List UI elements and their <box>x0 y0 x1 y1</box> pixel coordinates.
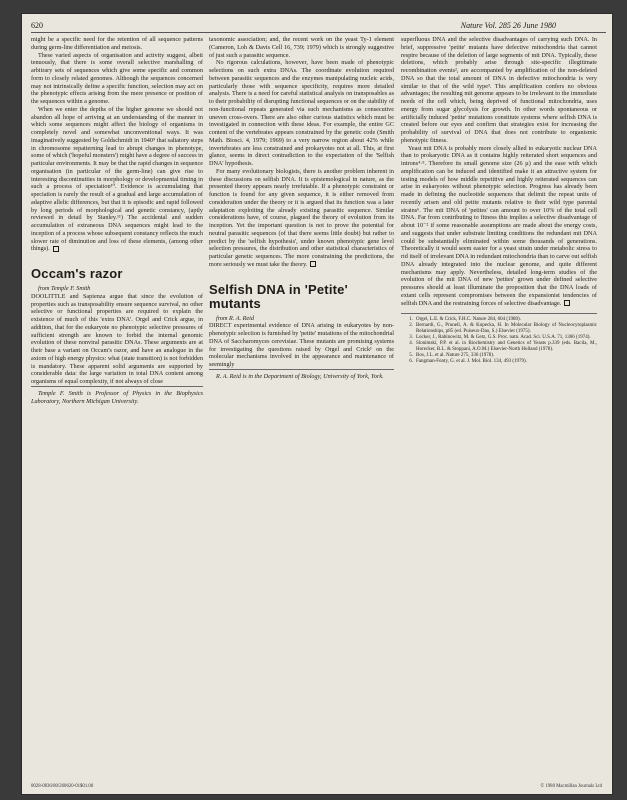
paragraph: No rigorous calculations, however, have been made of phenotypic selections on such extra DNAs. The coordinate evolution required between parasitic sequences and the enzymes manipulating nucleic acids, particularly those with sequence specificity, requires more detailed analysis. There is a need for careful statistical analysis on transposables as to their probability of disrupting functional sequences or on the stability of non-functional repeats generated via such mechanisms as consecutive uneven cross-overs. There are also other curious statistics which must be investigated in connection with these ideas. For example, the entire GC content of the vertebrates appears constrained by the genetic code (Smith Math. Biosci. 4, 1979; 1969) to a very narrow region about 42% while invertebrates are less constrained and prokaryotes not at all. This, at first glance, seems in direct contradiction to the expectation of the 'Selfish DNA' hypothesis. <box>209 59 394 167</box>
paragraph: DOOLITTLE and Sapienza argue that since the evolution of properties such as transposability ensure sequence survival, no other selective or functional properties are required to explain the existence of much of this 'extra DNA'. Orgel and Crick argue, in addition, that for the eukaryote no phenotypic selective pressures of sufficient strength are known to forbid the internal genomic evolution of these nonviral parasitic DNAs. These arguments are at their base a variant on Occam's razor, and have an analogue in the axiom of high energy physics: what (state transition) is not forbidden is mandatory. These apparent solid arguments are supported by considerable data: the large variation in total DNA content among organisms of equal complexity, if not always of close <box>31 292 203 385</box>
paragraph: superfluous DNA and the selective disadvantages of carrying such DNA. In brief, suppressive 'petite' mutants have defective mitochondria that cannot respire because of the deletion of large segments of mit DNA. Typically, these deletions, which probably arise through site-specific illegitimate recombination events², are accompanied by amplification of the non-deleted DNA so that the total amount of DNA in defective mitochondria is very similar to that of the wild type³. This amplification confers no obvious advantages; the resulting mit genome appears to be irrelevant to the immediate needs of the cell which, being deprived of functional mitochondria, uses energy from sugar glycolysis for growth. In other words spontaneous or artificially induced 'petite' mutations constitute systems where selfish DNA is created before our eyes and confirm that strategies exist for increasing the probability of survival of DNA that does not contribute to organismic phenotypic fitness. <box>401 36 597 144</box>
author-byline: from R. A. Reid <box>216 314 254 322</box>
end-mark-icon <box>310 261 316 267</box>
page-header <box>22 14 612 32</box>
journal-citation: Nature Vol. 285 26 June 1980 <box>460 21 556 30</box>
copyright: © 1980 Macmillan Journals Ltd <box>540 784 602 789</box>
reference-item: 3. Locker, J., Rabinowitz, M. & Getz, G.S. Proc. natn. Acad. Sci. U.S.A. 71, 1366 (1974). <box>409 335 591 341</box>
reference-list <box>401 313 597 365</box>
author-byline: from Temple F. Smith <box>38 285 91 292</box>
page-number: 620 <box>31 21 43 30</box>
paragraph: When we enter the depths of the higher genome we should not abandon all hope of arriving at an understanding of the manner in which some sequences might affect the biology of organisms in completely novel and somewhat unconventional ways. It was imaginatively suggested by Goldschmidt in 1940⁹ that saltatory steps in chromosome repatterning lead to abrupt changes in phenotype, some of which ('hopeful monsters') might have a degree of success in particular environments. It may be that the rapid changes in sequence organisation (in particular of the germ-line) can give rise to interesting discontinuities in morphology or developmental timing in such a process of speciation¹⁰. Evidence is accumulating that speciation is rarely the result of a gradual and large accumulation of adaptive allelic differences, but that it is episodic and rapid followed by long periods of morphological and genetic constancy, (aptly reviewed in detail by Stanley.¹¹) The accidental and sudden accumulation of extraneous DNA sequences might lead to the inception of a process whose subsequent constancy reflects the much slower rate of diminution and loss of these elements, (among other things). <box>31 105 203 253</box>
header-rule <box>31 32 606 33</box>
column-3 <box>401 36 597 774</box>
reference-item: 5. Bos, J.L. et al. Nature 275, 336 (1978). <box>409 353 495 359</box>
reference-item: 1. Orgel, L.E. & Crick, F.H.C. Nature 284, 604 (1980). <box>409 317 521 323</box>
journal-page <box>22 14 612 794</box>
end-mark-icon <box>53 246 59 252</box>
article-heading-occams-razor: Occam's razor <box>31 266 123 281</box>
paragraph: Yeast mit DNA is probably more closely allied to eukaryotic nuclear DNA than to prokaryotic DNA as it contains highly reiterated short sequences and introns⁴·⁵. Therefore its small genome size (26 µ) and the ease with which amplification can be induced and identified make it an attractive system for testing models of how middle repetitive and highly reiterated sequences can arise in eukaryotes without phenotypic selection. Progress has already been made in defining the nucleotide sequences that delimit the repeat units of recently arisen and old petite mutants relative to their wild type parental strains⁶. The mit DNA of 'petites' can amount to over 10% of the total cell DNA. Far from contributing to fitness this implies a selective disadvantage of about 10⁻² if some reasonable assumptions are made about the energy costs, and suggests that under substrate limiting conditions the redundant mit DNA could be substantially eliminated within some thousands of generations. Theoretically it would seem easier for a yeast strain under metabolic stress to rid itself of irrelevant DNA in redundant mitochondria than to carve out selfish DNA already integrated into the nuclear genome, and quite different mechanisms may apply. Nevertheless, detailed long-term studies of the evolution of the mit DNA of new 'petites' grown under defined selective pressures should at least illuminate the proposition that the DNA loads of extant cells represent compromises between the expansionist tendencies of selfish DNA and the restraining forces of selective disadvantage. <box>401 144 597 307</box>
paragraph: These varied aspects of organisation and activity suggest, albeit tenuously, that there is some overall selective marshalling of arbitrary sets of sequences which give some specific and common form to closely related genomes. Although the sequences concerned may not intrinsically define a specific function, selection may act on the phenotypic effects arising from the mere presence or position of the sequences within a genome. <box>31 51 203 105</box>
author-affiliation: Temple F. Smith is Professor of Physics in the Biophysics Laboratory, Northern Michigan University. <box>31 386 203 406</box>
article-heading-selfish-dna: Selfish DNA in 'Petite' mutants <box>209 281 348 311</box>
issn-code: 0028-0836/80/260620-01$01.00 <box>31 784 94 789</box>
reference-item: 2. Bernardi, G., Prunell, A. & Kopecka, H. In Molecular Biology of Nucleocytoplasmic Relationships, p85 (ed. Puiseux-Dao, S.) Elsevier (1975). <box>409 323 597 335</box>
paragraph: might be a specific need for the retention of all sequence patterns during germ-line differentiation and meiosis. <box>31 36 203 51</box>
paragraph: taxonomic association; and, the recent work on the yeast Ty-1 element (Cameron, Loh & Davis Cell 16, 739; 1979) which is strongly suggestive of just such a parasitic sequence. <box>209 36 394 59</box>
end-mark-icon <box>564 300 570 306</box>
column-2 <box>209 36 394 774</box>
author-affiliation: R. A. Reid is in the Department of Biology, University of York, York. <box>209 369 394 381</box>
reference-item: 6. Fangman-Fonty, G. et al. J. Mol. Biol. 134, 493 (1979). <box>409 359 527 365</box>
paragraph: DIRECT experimental evidence of DNA arising in eukaryotes by non-phenotypic selection is furnished by 'petite' mutations of the mitochondrial DNA of Saccharomyces cerevisiae. These mutants are promising systems for investigating the questions raised by Orgel and Crick¹ on the molecular mechanisms involved in the appearance and maintenance of seemingly <box>209 322 394 368</box>
reference-item: 4. Slonimski, P.P. et al. in Biochemistry and Genetics of Yeasts p.339 (eds. Bacila, M., Horecker, B.L. & Stoppani, A.O.M.) Elsevier-North Holland (1978). <box>409 341 597 353</box>
paragraph: For many evolutionary biologists, there is another problem inherent in these discussions on selfish DNA. It is epistemological in nature, as the presented theory appears nearly irrefutable. If a phenotypic constraint or function is found for any given sequence, it is either removed from consideration under the theory or it is argued that its function was a later adaptation exploiting the already existing parasitic sequence. Similar considerations have, of course, plagued the theory of evolution from its inception. Yet the important question is not to prove the potential for neutral parasitic sequences (of that there seems little doubt) but rather to predict by the 'selfish hypothesis', under known phenotypic gene level selection pressures, the distribution and other statistical characteristics of particular genetic sequences. The more constraining the predictions, the more seriously we must take the theory. <box>209 167 394 268</box>
column-1 <box>31 36 203 774</box>
